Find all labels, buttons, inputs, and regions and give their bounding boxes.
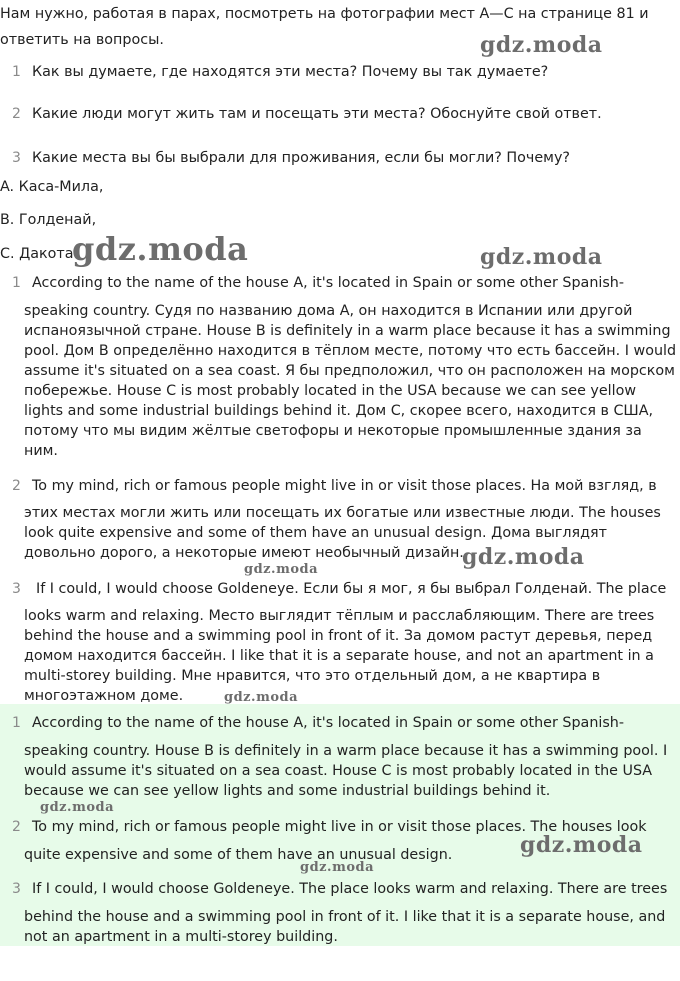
watermark: gdz.moda (300, 860, 375, 875)
answer-first-line: If I could, I would choose Goldeneye. The place looks warm and relaxing. There are trees (32, 881, 668, 897)
answer-first-line: To my mind, rich or famous people might live in or visit those places. На мой взгляд, в (32, 478, 657, 494)
question-text: Какие места вы бы выбрали для проживания, если бы могли? Почему? (32, 150, 570, 166)
place-item: A. Каса-Мила, (0, 179, 104, 195)
answer-first-line: According to the name of the house A, it's located in Spain or some other Spanish- (32, 275, 625, 291)
question-number: 1 (12, 64, 21, 80)
answer-body: speaking country. House B is definitely in a warm place because it has a swimming pool. I would assume it's situated on a sea coast. House C is most probably located in the USA because we can see yellow lights and some industrial buildings behind it. (24, 743, 668, 799)
watermark: gdz.moda (244, 562, 319, 577)
answer-first-line: To my mind, rich or famous people might live in or visit those places. The houses look (32, 819, 647, 835)
question-text: Как вы думаете, где находятся эти места? Почему вы так думаете? (32, 64, 549, 80)
place-item: C. Дакота. (0, 246, 79, 262)
answer-body: этих местах могли жить или посещать их богатые или известные люди. The houses look quite expensive and some of them have an unusual design. Дома выглядят довольно дорого, а некоторые имеют необычный дизайн. (24, 505, 661, 561)
watermark: gdz.moda (224, 690, 299, 705)
watermark: gdz.moda (40, 800, 115, 815)
question-number: 2 (12, 106, 21, 122)
watermark: gdz.moda (520, 832, 643, 858)
answer-number: 1 (12, 715, 21, 731)
answer-first-line: If I could, I would choose Goldeneye. Если бы я мог, я бы выбрал Голденай. The place (36, 581, 667, 597)
answer-number: 1 (12, 275, 21, 291)
answer-first-line: According to the name of the house A, it's located in Spain or some other Spanish- (32, 715, 625, 731)
answer-number: 3 (12, 581, 21, 597)
answer-body: looks warm and relaxing. Место выглядит тёплым и расслабляющим. There are trees behind the house and a swimming pool in front of it. За домом растут деревья, перед домом находится бассейн. I like that it is a separate house, and not an apartment in a multi-storey building. Мне нравится, что это отдельный дом, а не квартира в многоэтажном доме. (24, 608, 655, 704)
watermark: gdz.moda (480, 244, 603, 270)
watermark: gdz.moda (462, 544, 585, 570)
question-number: 3 (12, 150, 21, 166)
answer-number: 2 (12, 478, 21, 494)
question-text: Какие люди могут жить там и посещать эти места? Обоснуйте свой ответ. (32, 106, 602, 122)
answer-body: speaking country. Судя по названию дома А, он находится в Испании или другой испаноязычной стране. House B is definitely in a warm place because it has a swimming pool. Дом В определённо находится в тёплом месте, потому что есть бассейн. I would assume it's situated on a sea coast. Я бы предположил, что он расположен на морском побережье. House C is most probably located in the USA because we can see yellow lights and some industrial buildings behind it. Дом С, скорее всего, находится в США, потому что мы видим жёлтые светофоры и некоторые промышленные здания за ним. (24, 303, 677, 459)
answer-number: 3 (12, 881, 21, 897)
intro-line-1: Нам нужно, работая в парах, посмотреть на фотографии мест А—С на странице 81 и (0, 6, 649, 22)
watermark: gdz.moda (72, 230, 249, 268)
place-item: B. Голденай, (0, 212, 97, 228)
intro-line-2: ответить на вопросы. (0, 32, 164, 48)
watermark: gdz.moda (480, 32, 603, 58)
answer-number: 2 (12, 819, 21, 835)
answer-body: behind the house and a swimming pool in front of it. I like that it is a separate house, and not an apartment in a multi-storey building. (24, 909, 666, 945)
answer-body: quite expensive and some of them have an unusual design. (24, 847, 453, 863)
